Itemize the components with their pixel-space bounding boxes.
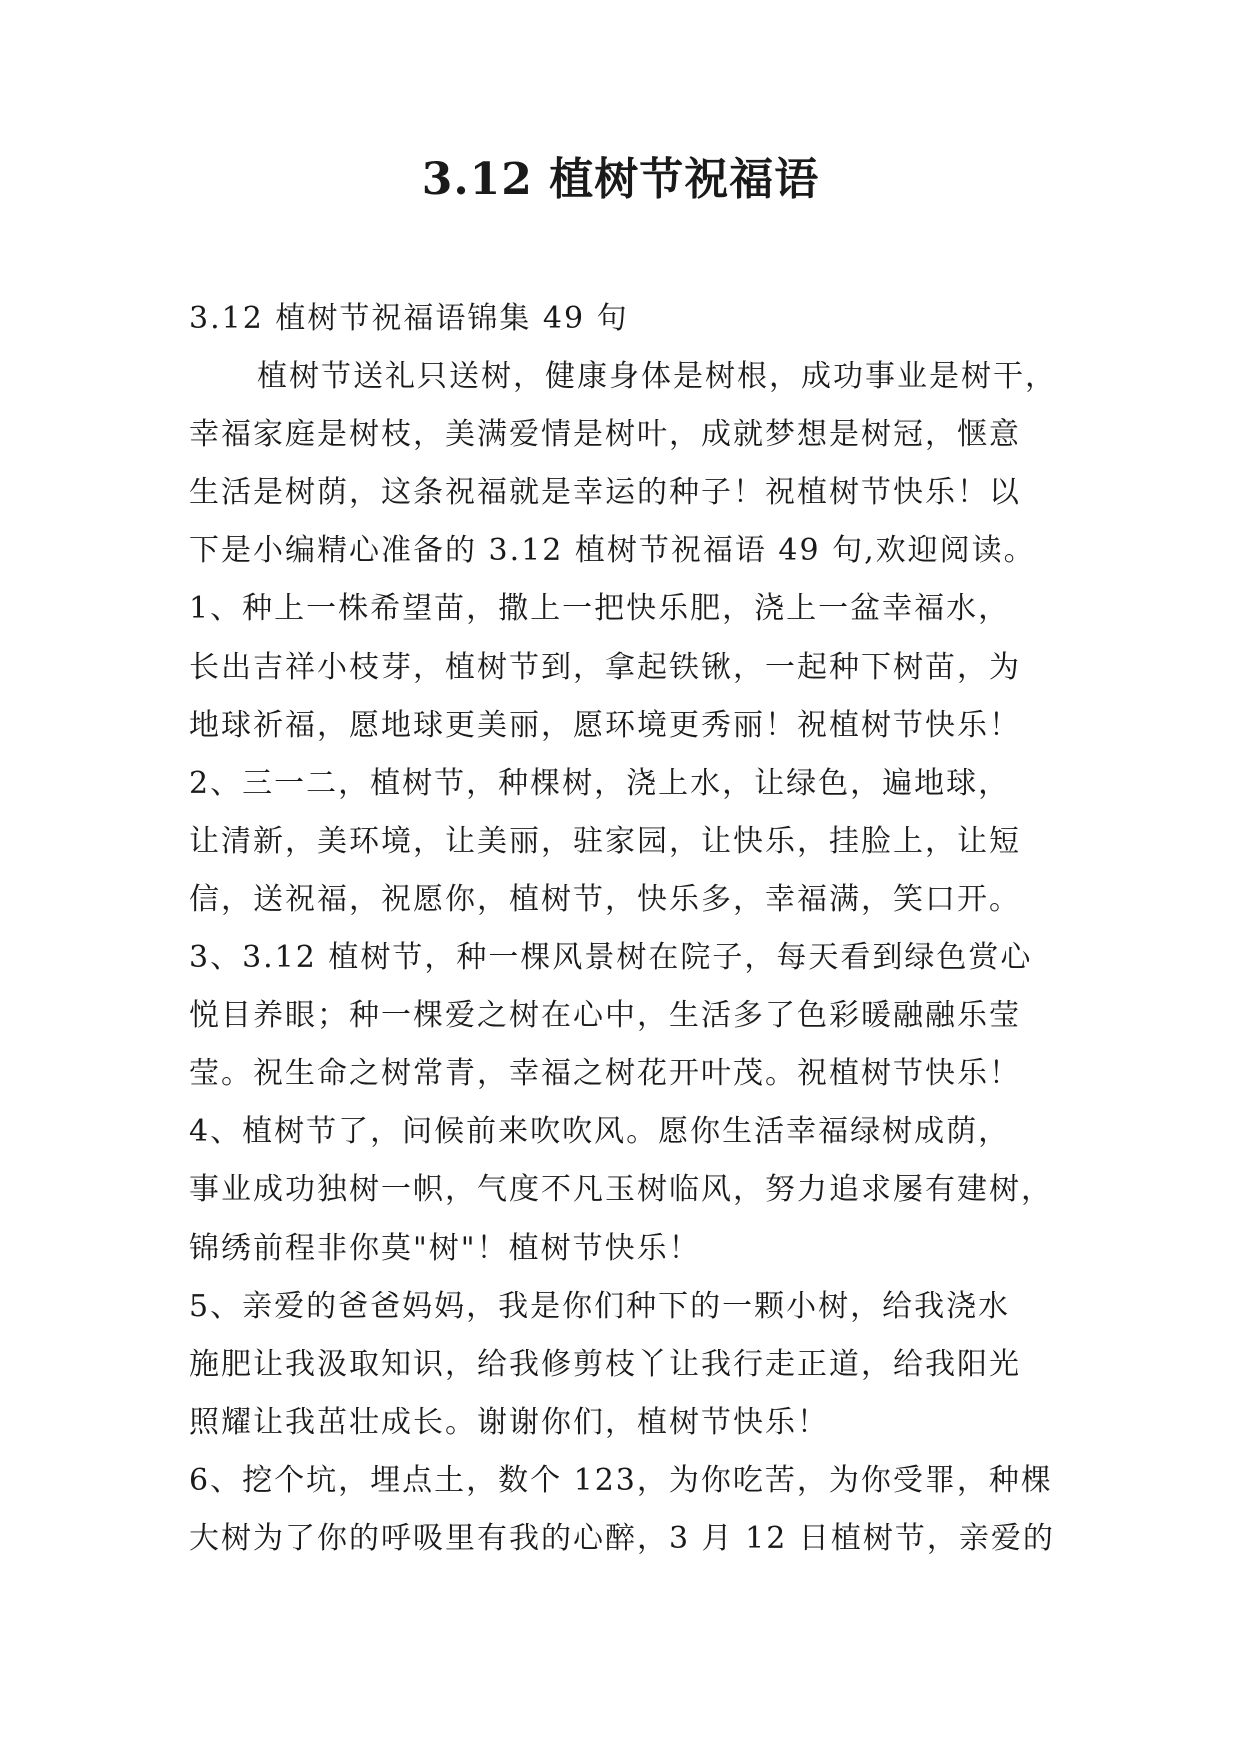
intro-line: 生活是树荫，这条祝福就是幸运的种子！祝植树节快乐！以 bbox=[189, 475, 1021, 511]
item-4-line: 4、植树节了，问候前来吹吹风。愿你生活幸福绿树成荫， bbox=[189, 1114, 1011, 1150]
item-2-line: 信，送祝福，祝愿你，植树节，快乐多，幸福满，笑口开。 bbox=[189, 881, 1021, 917]
item-3-line: 悦目养眼；种一棵爱之树在心中，生活多了色彩暖融融乐莹 bbox=[189, 998, 1021, 1034]
intro-line: 植树节送礼只送树，健康身体是树根，成功事业是树干， bbox=[257, 359, 1057, 395]
item-5-line: 照耀让我茁壮成长。谢谢你们，植树节快乐！ bbox=[189, 1404, 829, 1440]
document-body bbox=[189, 290, 1069, 1568]
item-5-line: 5、亲爱的爸爸妈妈，我是你们种下的一颗小树，给我浇水 bbox=[189, 1288, 1011, 1324]
item-6-line: 6、挖个坑，埋点土，数个 123，为你吃苦，为你受罪，种棵 bbox=[189, 1462, 1053, 1498]
item-1-line: 1、种上一株希望苗，撒上一把快乐肥，浇上一盆幸福水， bbox=[189, 591, 1011, 627]
item-2-line: 让清新，美环境，让美丽，驻家园，让快乐，挂脸上，让短 bbox=[189, 823, 1021, 859]
item-4-line: 锦绣前程非你莫"树"！植树节快乐！ bbox=[189, 1230, 701, 1266]
subtitle-line: 3.12 植树节祝福语锦集 49 句 bbox=[189, 301, 629, 336]
item-6-line: 大树为了你的呼吸里有我的心醉，3 月 12 日植树节，亲爱的 bbox=[189, 1520, 1055, 1556]
item-2-line: 2、三一二，植树节，种棵树，浇上水，让绿色，遍地球， bbox=[189, 765, 1011, 801]
item-5-line: 施肥让我汲取知识，给我修剪枝丫让我行走正道，给我阳光 bbox=[189, 1346, 1021, 1382]
item-1-line: 地球祈福，愿地球更美丽，愿环境更秀丽！祝植树节快乐！ bbox=[189, 707, 1021, 743]
intro-line: 下是小编精心准备的 3.12 植树节祝福语 49 句,欢迎阅读。 bbox=[189, 533, 1036, 569]
item-1-line: 长出吉祥小枝芽，植树节到，拿起铁锹，一起种下树苗，为 bbox=[189, 649, 1021, 685]
item-4-line: 事业成功独树一帜，气度不凡玉树临风，努力追求屡有建树， bbox=[189, 1172, 1053, 1208]
item-3-line: 3、3.12 植树节，种一棵风景树在院子，每天看到绿色赏心 bbox=[189, 940, 1033, 976]
item-3-line: 莹。祝生命之树常青，幸福之树花开叶茂。祝植树节快乐！ bbox=[189, 1056, 1021, 1092]
intro-line: 幸福家庭是树枝，美满爱情是树叶，成就梦想是树冠，惬意 bbox=[189, 417, 1021, 453]
document-title: 3.12 植树节祝福语 bbox=[421, 154, 820, 205]
